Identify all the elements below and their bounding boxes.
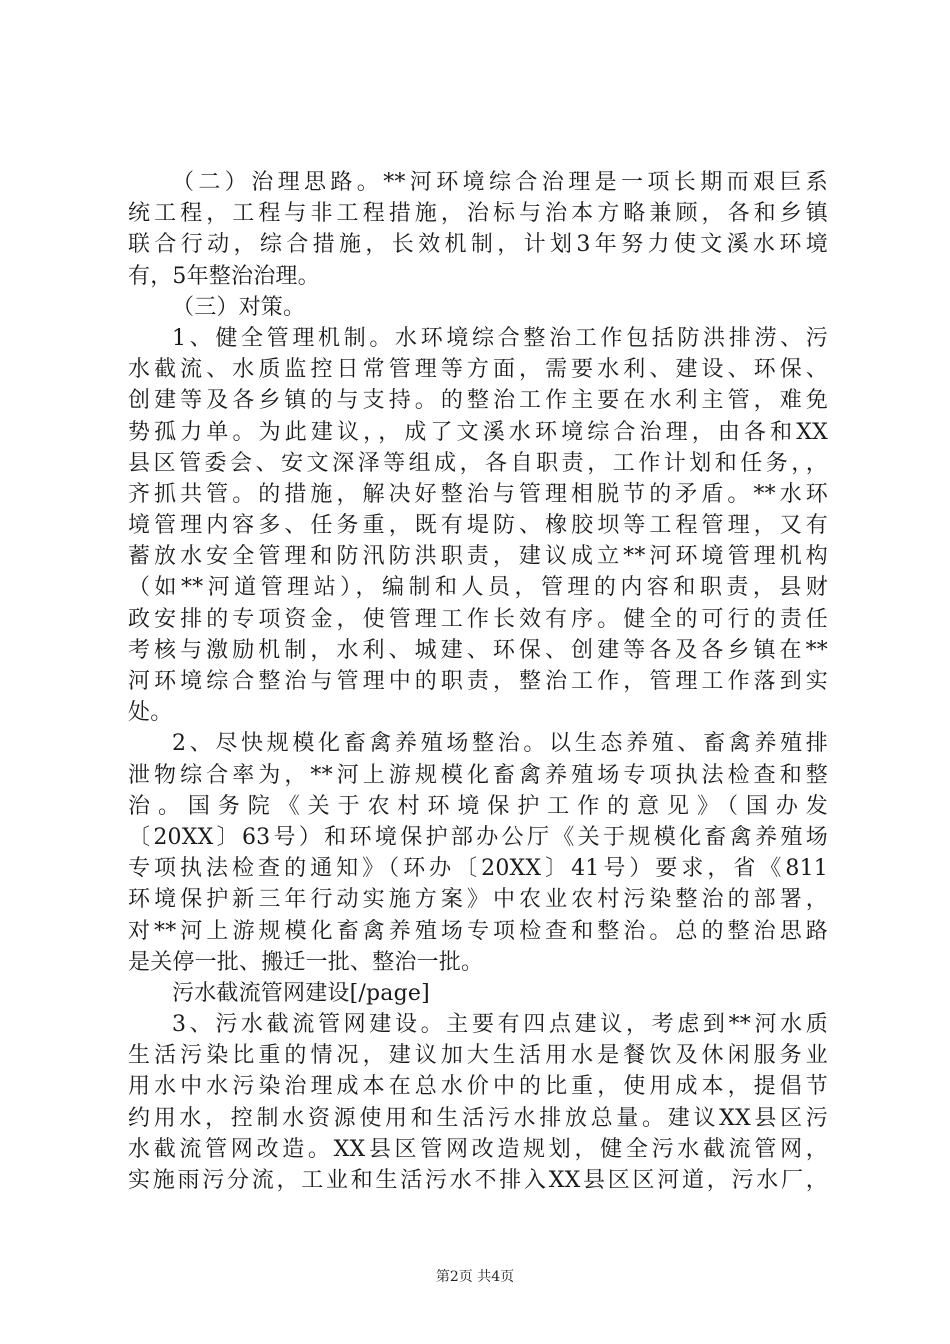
text-line: 政安排的专项资金，使管理工作长效有序。健全的可行的责任 xyxy=(128,606,828,632)
text-line: 考核与激励机制，水利、城建、环保、创建等各及各乡镇在** xyxy=(128,637,828,663)
text-line: 势孤力单。为此建议，，成了文溪水环境综合治理，由各和XX xyxy=(128,419,828,445)
text-line: （二）治理思路。**河环境综合治理是一项长期而艰巨系 xyxy=(172,170,828,195)
text-line: 是关停一批、搬迁一批、整治一批。 xyxy=(128,949,484,975)
text-line: 有，5年整治治理。 xyxy=(128,263,320,289)
text-line: （三）对策。 xyxy=(172,294,306,320)
page-footer: 第2页 共4页 xyxy=(435,1269,515,1285)
text-line: 〔20XX〕63号）和环境保护部办公厅《关于规模化畜禽养殖场 xyxy=(128,824,828,850)
text-line: 用水中水污染治理成本在总水价中的比重，使用成本，提倡节 xyxy=(128,1074,828,1100)
text-line: 约用水，控制水资源使用和生活污水排放总量。建议XX县区污 xyxy=(128,1105,828,1131)
text-line: 蓄放水安全管理和防汛防洪职责，建议成立**河环境管理机构 xyxy=(128,544,828,570)
text-line: 创建等及各乡镇的与支持。的整治工作主要在水利主管，难免 xyxy=(128,388,828,414)
text-line: 对**河上游规模化畜禽养殖场专项检查和整治。总的整治思路 xyxy=(128,918,828,944)
text-line: 环境保护新三年行动实施方案》中农业农村污染整治的部署， xyxy=(128,887,828,913)
text-line: 联合行动，综合措施，长效机制，计划3年努力使文溪水环境 xyxy=(128,232,828,258)
text-line: 统工程，工程与非工程措施，治标与治本方略兼顾，各和乡镇 xyxy=(128,201,828,227)
text-line: 污水截流管网建设[/page] xyxy=(172,980,430,1006)
text-line: 齐抓共管。的措施，解决好整治与管理相脱节的矛盾。**水环 xyxy=(128,481,828,507)
text-line: 处。 xyxy=(128,700,173,726)
text-line: （如**河道管理站），编制和人员，管理的内容和职责，县财 xyxy=(128,575,828,601)
text-line: 生活污染比重的情况，建议加大生活用水是餐饮及休闲服务业 xyxy=(128,1043,828,1069)
text-line: 1、健全管理机制。水环境综合整治工作包括防洪排涝、污 xyxy=(172,325,828,351)
text-line: 县区管委会、安文深泽等组成，各自职责，工作计划和任务，， xyxy=(128,450,828,476)
text-line: 实施雨污分流，工业和生活污水不排入XX县区区河道，污水厂， xyxy=(128,1168,828,1193)
text-line: 水截流、水质监控日常管理等方面，需要水利、建设、环保、 xyxy=(128,357,828,383)
text-line: 水截流管网改造。XX县区管网改造规划，健全污水截流管网， xyxy=(128,1136,828,1162)
text-line: 境管理内容多、任务重，既有堤防、橡胶坝等工程管理，又有 xyxy=(128,513,828,539)
text-line: 河环境综合整治与管理中的职责，整治工作，管理工作落到实 xyxy=(128,669,828,694)
text-line: 3、污水截流管网建设。主要有四点建议，考虑到**河水质 xyxy=(172,1012,828,1038)
text-line: 泄物综合率为，**河上游规模化畜禽养殖场专项执法检查和整 xyxy=(128,762,828,788)
document-body xyxy=(128,167,828,1196)
text-line: 专项执法检查的通知》（环办〔20XX〕41号）要求，省《811 xyxy=(128,856,828,882)
text-line: 2、尽快规模化畜禽养殖场整治。以生态养殖、畜禽养殖排 xyxy=(172,731,828,757)
text-line: 治。国务院《关于农村环境保护工作的意见》（国办发 xyxy=(128,793,828,819)
